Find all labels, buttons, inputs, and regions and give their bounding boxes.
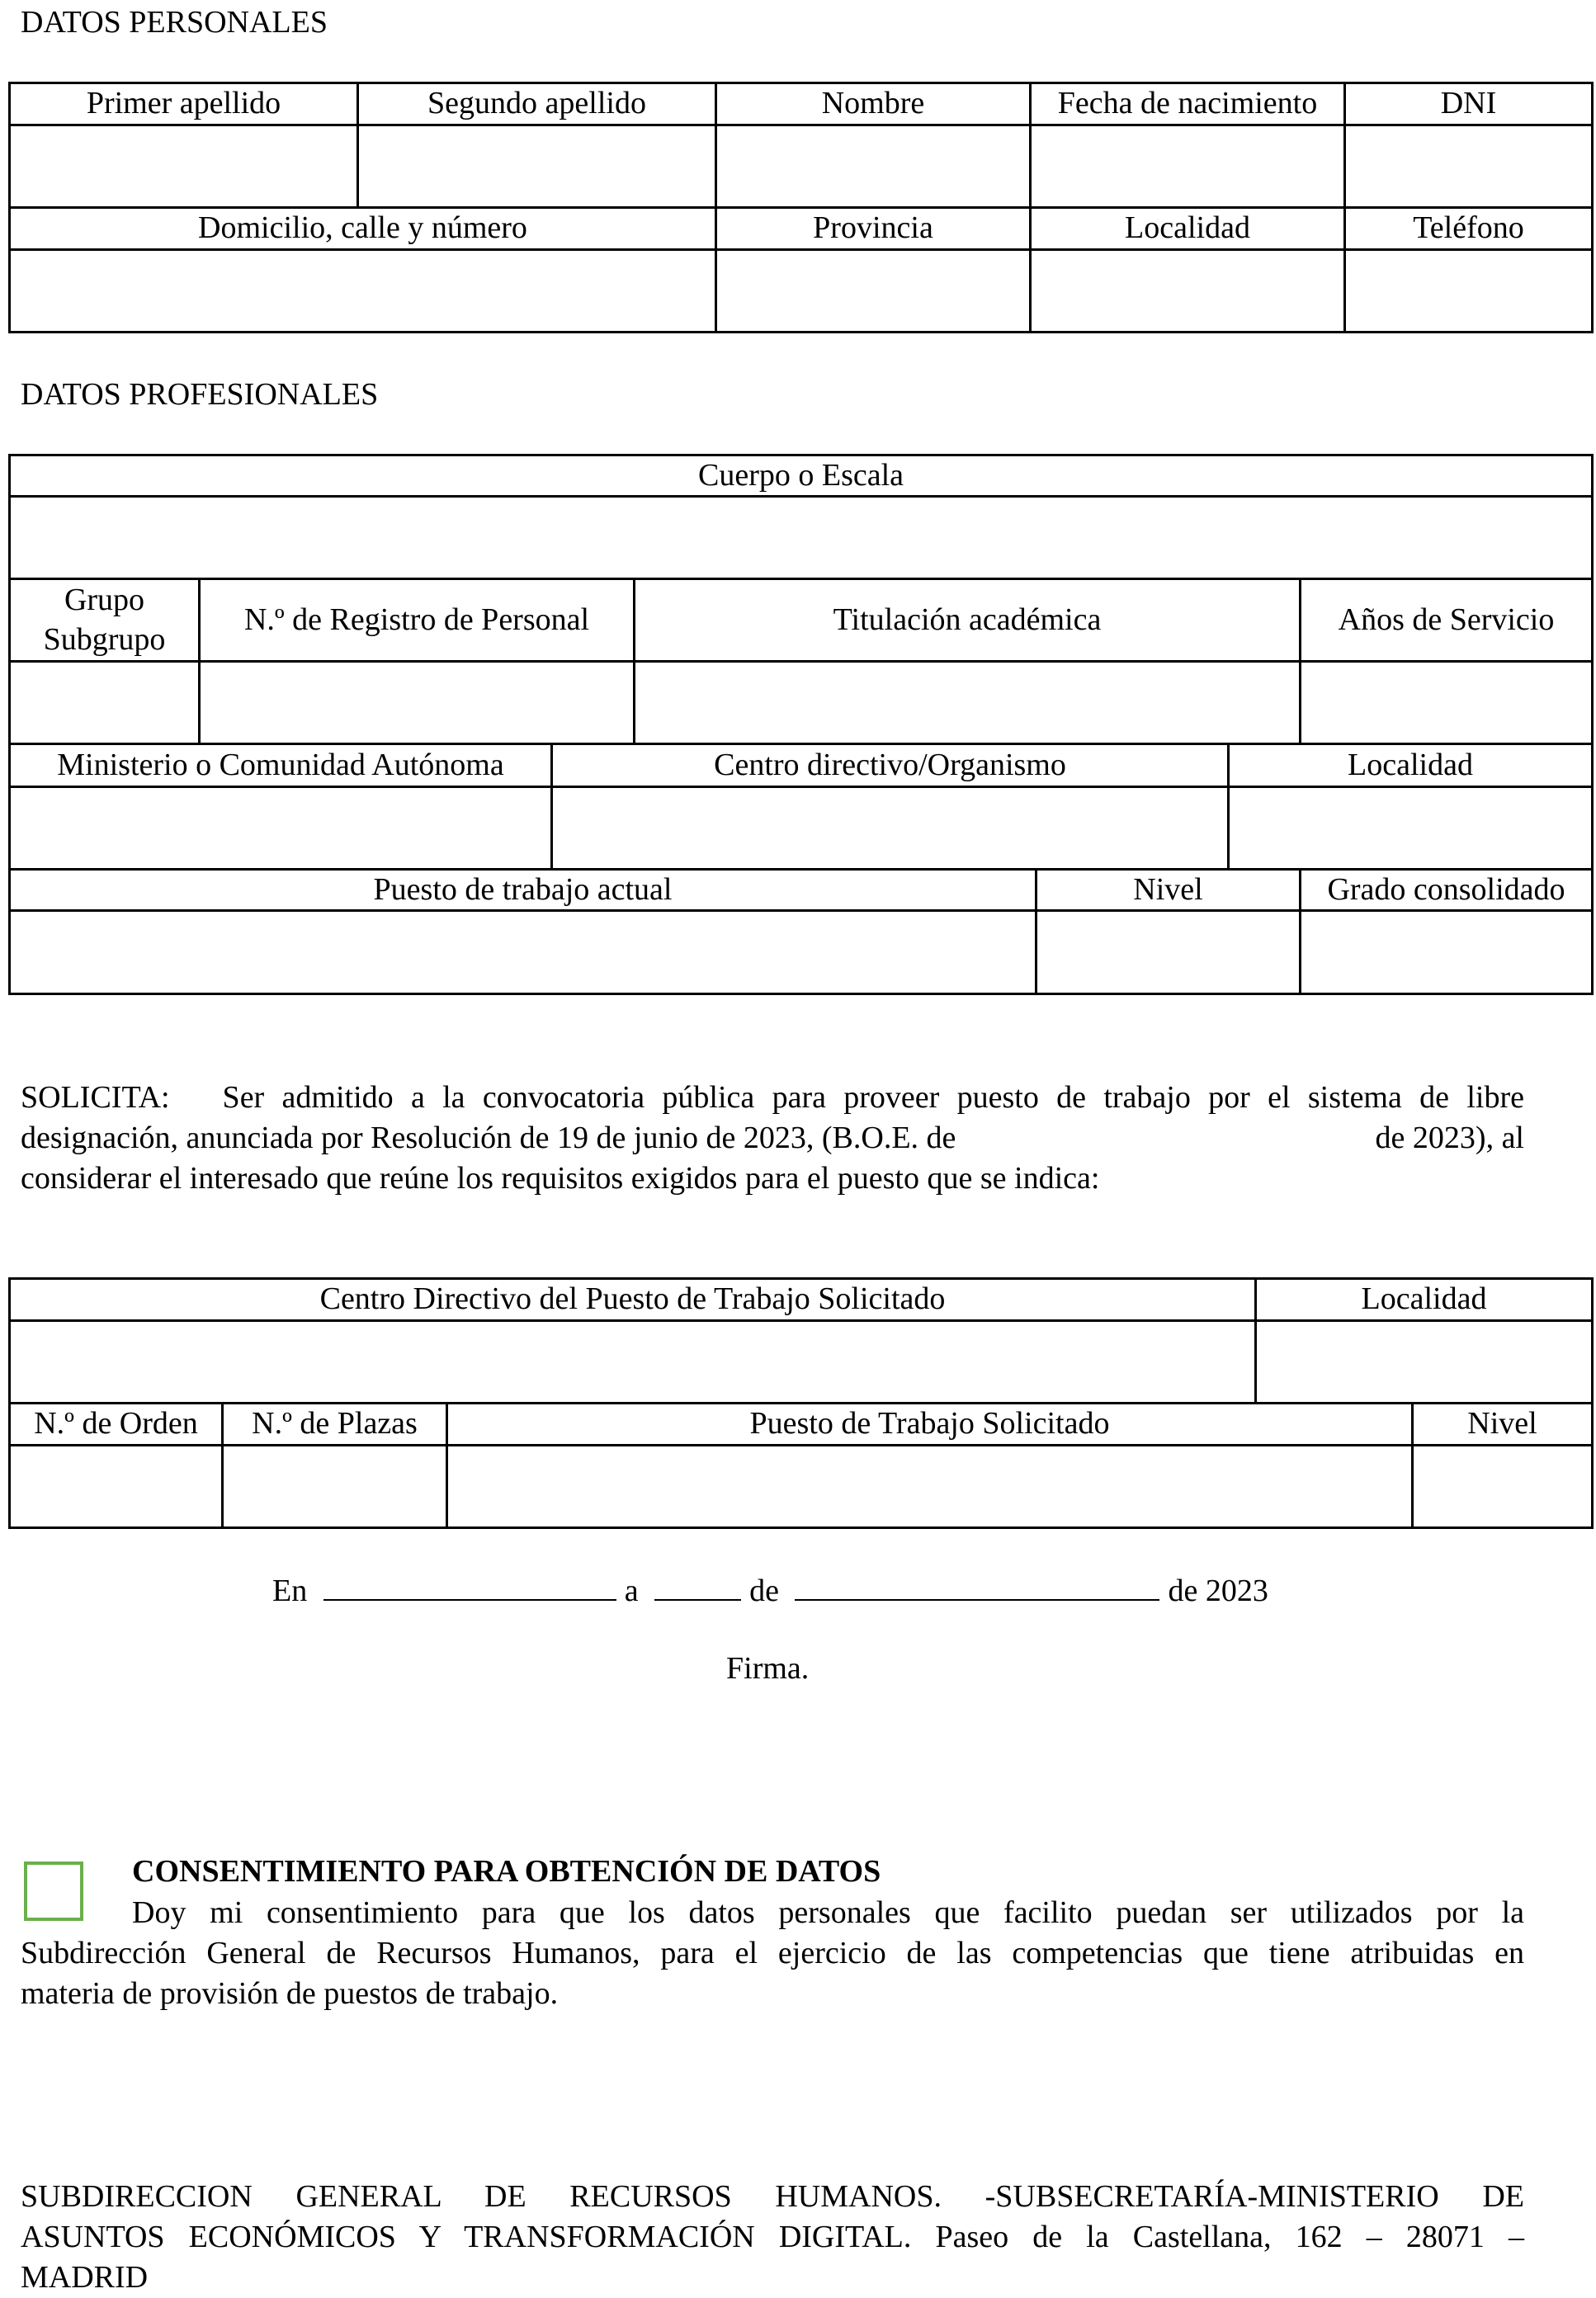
- anos-servicio-field[interactable]: [1301, 663, 1591, 743]
- solicita-line-2a: designación, anunciada por Resolución de 19 de junio de 2023, (B.O.E. de: [21, 1121, 956, 1155]
- puesto-solicitado-field[interactable]: [448, 1446, 1411, 1526]
- consent-title: CONSENTIMIENTO PARA OBTENCIÓN DE DATOS: [132, 1854, 881, 1889]
- header-titulacion: Titulación académica: [833, 602, 1102, 637]
- header-orden: N.º de Orden: [34, 1406, 198, 1442]
- domicilio-field[interactable]: [11, 251, 715, 331]
- grupo-label: Grupo: [64, 583, 145, 617]
- header-localidad-prof: Localidad: [1348, 747, 1473, 782]
- plazas-field[interactable]: [224, 1446, 446, 1526]
- registro-personal-field[interactable]: [201, 663, 633, 743]
- date-day-blank[interactable]: [654, 1571, 741, 1601]
- grado-field[interactable]: [1301, 912, 1591, 993]
- header-localidad-solicitada: Localidad: [1361, 1281, 1487, 1317]
- fecha-nacimiento-field[interactable]: [1032, 126, 1343, 206]
- consent-line-1: Doy mi consentimiento para que los datos personales que facilito puedan ser utilizados por la: [132, 1895, 1524, 1930]
- date-a-label: a: [624, 1574, 639, 1608]
- header-grado: Grado consolidado: [1327, 871, 1565, 907]
- firma-label: Firma.: [726, 1651, 810, 1686]
- header-provincia: Provincia: [813, 210, 933, 246]
- header-puesto-actual: Puesto de trabajo actual: [373, 871, 673, 907]
- date-place-blank[interactable]: [323, 1571, 616, 1601]
- date-year-label: de 2023: [1168, 1574, 1268, 1608]
- header-ministerio: Ministerio o Comunidad Autónoma: [57, 747, 504, 782]
- professional-data-title: DATOS PROFESIONALES: [21, 377, 379, 412]
- header-plazas: N.º de Plazas: [252, 1406, 418, 1442]
- header-centro-directivo: Centro directivo/Organismo: [714, 747, 1066, 782]
- date-de-label: de: [749, 1574, 779, 1608]
- centro-directivo-field[interactable]: [553, 788, 1227, 868]
- footer-address: [21, 2177, 1524, 2298]
- solicita-line-3: considerar el interesado que reúne los requisitos exigidos para el puesto que se indica:: [21, 1161, 1100, 1196]
- personal-data-title: DATOS PERSONALES: [21, 5, 328, 40]
- provincia-field[interactable]: [717, 251, 1029, 331]
- header-puesto-solicitado: Puesto de Trabajo Solicitado: [749, 1406, 1110, 1442]
- localidad-solicitada-field[interactable]: [1257, 1322, 1591, 1402]
- date-line: [272, 1571, 1268, 1609]
- primer-apellido-field[interactable]: [11, 126, 357, 206]
- footer-line-3: MADRID: [21, 2260, 149, 2295]
- header-centro-solicitado: Centro Directivo del Puesto de Trabajo Solicitado: [319, 1281, 946, 1317]
- footer-line-2: ASUNTOS ECONÓMICOS Y TRANSFORMACIÓN DIGITAL. Paseo de la Castellana, 162 – 28071 –: [21, 2220, 1524, 2254]
- date-en-label: En: [272, 1574, 308, 1608]
- grupo-subgrupo-field[interactable]: [11, 663, 198, 743]
- subgrupo-label: Subgrupo: [43, 621, 166, 657]
- header-nivel-solicitado: Nivel: [1467, 1406, 1537, 1442]
- ministerio-field[interactable]: [11, 788, 550, 868]
- date-month-blank[interactable]: [795, 1571, 1159, 1601]
- header-anos-servicio: Años de Servicio: [1338, 602, 1555, 637]
- solicita-line-1: SOLICITA: Ser admitido a la convocatoria pública para proveer puesto de trabajo por el sistema de libre: [21, 1080, 1524, 1115]
- header-registro-personal: N.º de Registro de Personal: [243, 602, 590, 637]
- centro-solicitado-field[interactable]: [11, 1322, 1254, 1402]
- header-telefono: Teléfono: [1413, 210, 1524, 246]
- solicita-line-2b: de 2023), al: [1375, 1121, 1524, 1155]
- localidad-prof-field[interactable]: [1230, 788, 1591, 868]
- header-dni: DNI: [1440, 86, 1497, 121]
- nivel-field[interactable]: [1037, 912, 1299, 993]
- nombre-field[interactable]: [717, 126, 1029, 206]
- dni-field[interactable]: [1346, 126, 1591, 206]
- header-nivel: Nivel: [1133, 871, 1203, 907]
- titulacion-field[interactable]: [635, 663, 1299, 743]
- solicita-line-2: [21, 1118, 1524, 1158]
- consent-line-3: materia de provisión de puestos de trabajo.: [21, 1976, 559, 2011]
- header-grupo-subgrupo: [11, 580, 198, 660]
- consent-line-2: Subdirección General de Recursos Humanos, para el ejercicio de las competencias que tiene atribuidas en: [21, 1936, 1524, 1970]
- segundo-apellido-field[interactable]: [359, 126, 715, 206]
- cuerpo-escala-field[interactable]: [11, 498, 1591, 578]
- header-cuerpo-escala: Cuerpo o Escala: [697, 457, 904, 493]
- consent-paragraph: [21, 1893, 1524, 2014]
- puesto-actual-field[interactable]: [11, 912, 1035, 993]
- header-localidad: Localidad: [1125, 210, 1250, 246]
- header-domicilio: Domicilio, calle y número: [198, 210, 527, 246]
- header-primer-apellido: Primer apellido: [86, 86, 281, 121]
- nivel-solicitado-field[interactable]: [1414, 1446, 1591, 1526]
- telefono-field[interactable]: [1346, 251, 1591, 331]
- orden-field[interactable]: [11, 1446, 221, 1526]
- header-fecha-nacimiento: Fecha de nacimiento: [1057, 86, 1318, 121]
- localidad-field[interactable]: [1032, 251, 1343, 331]
- footer-line-1: SUBDIRECCION GENERAL DE RECURSOS HUMANOS. -SUBSECRETARÍA-MINISTERIO DE: [21, 2179, 1524, 2214]
- header-nombre: Nombre: [821, 86, 925, 121]
- header-segundo-apellido: Segundo apellido: [427, 86, 646, 121]
- solicita-paragraph: [21, 1078, 1524, 1199]
